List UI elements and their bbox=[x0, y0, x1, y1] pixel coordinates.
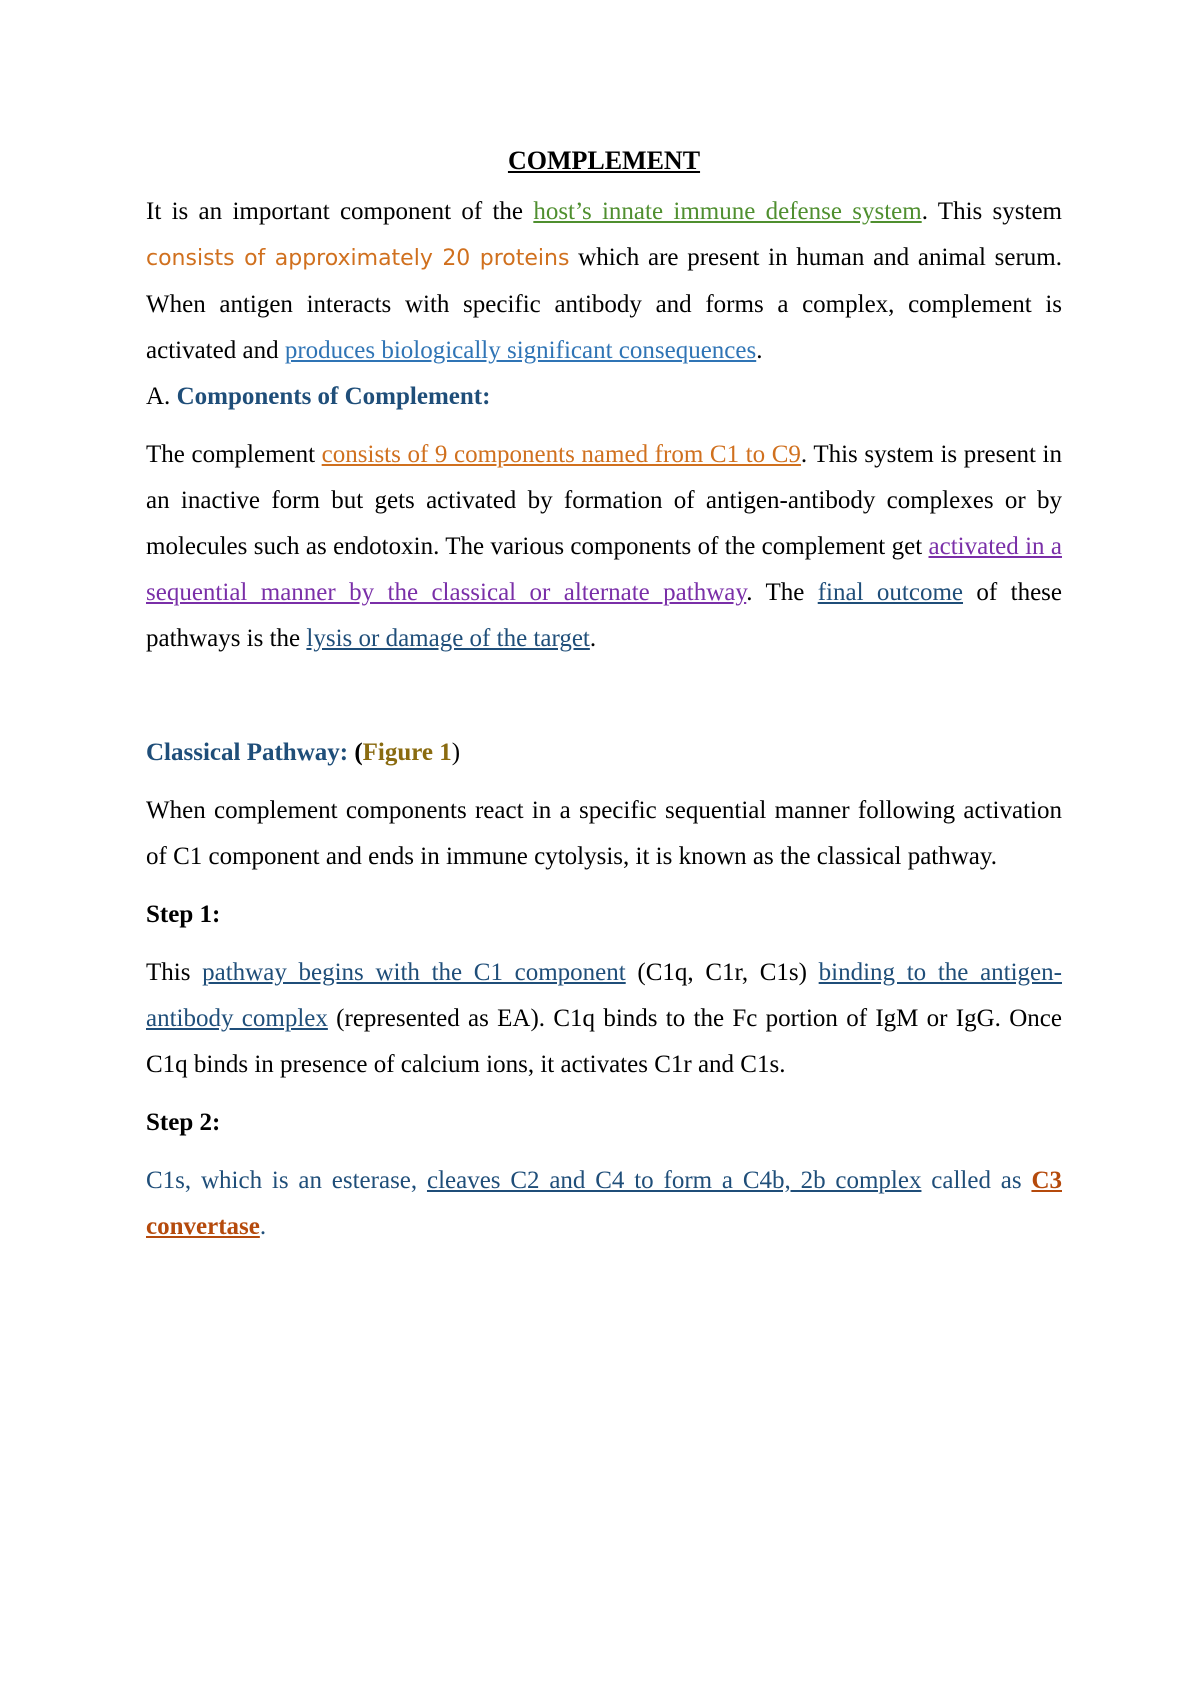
c3-convertase-link[interactable]: C3 convertase bbox=[146, 1167, 1062, 1240]
classical-pathway-paragraph: When complement components react in a specific sequential manner following activation of C1 component and ends in immune cytolysis, it is known as the classical pathway. bbox=[146, 797, 1062, 870]
sequential-activation-link[interactable]: activated in a sequential manner by the classical or alternate pathway bbox=[146, 533, 1062, 606]
classical-pathway-title: Classical Pathway: bbox=[146, 739, 349, 766]
step-1-text-2: (C1q, C1r, C1s) bbox=[625, 959, 819, 986]
section-a-title: Components of Complement: bbox=[176, 383, 491, 410]
section-a-paragraph bbox=[146, 432, 1062, 662]
step-2-text-3: . bbox=[259, 1213, 267, 1240]
step-1-label: Step 1: bbox=[146, 901, 221, 928]
section-a-text-3: . The bbox=[746, 579, 818, 606]
paren-open: ( bbox=[348, 739, 363, 766]
step-1-paragraph bbox=[146, 950, 1062, 1088]
section-a-text-4: of these pathways is the bbox=[146, 579, 1062, 652]
intro-text-2: . This system bbox=[921, 198, 1062, 225]
section-a-heading bbox=[146, 374, 1062, 420]
section-a-text-2: . This system is present in an inactive form but gets activated by formation of antigen-antibody complexes or by molecules such as endotoxin. The various components of the complement get bbox=[146, 441, 1062, 560]
innate-defense-link[interactable]: host’s innate immune defense system bbox=[533, 198, 922, 225]
proteins-highlight: consists of approximately 20 proteins bbox=[146, 246, 570, 271]
step-2-paragraph bbox=[146, 1158, 1062, 1250]
step-1-text-1: This bbox=[146, 959, 203, 986]
step-2-text-1: C1s, which is an esterase, bbox=[146, 1167, 427, 1194]
intro-paragraph bbox=[146, 189, 1062, 374]
antigen-antibody-link[interactable]: binding to the antigen-antibody complex bbox=[146, 959, 1062, 1032]
section-a-text-1: The complement bbox=[146, 441, 322, 468]
step-2-label: Step 2: bbox=[146, 1109, 221, 1136]
step-2-text-2: called as bbox=[921, 1167, 1032, 1194]
c1-component-link[interactable]: pathway begins with the C1 component bbox=[202, 959, 626, 986]
intro-text-1: It is an important component of the bbox=[146, 198, 534, 225]
section-a-prefix: A. bbox=[146, 383, 177, 410]
c4b2b-complex-link[interactable]: cleaves C2 and C4 to form a C4b, 2b complex bbox=[426, 1167, 922, 1194]
classical-pathway-heading bbox=[146, 730, 1062, 776]
paren-close: ) bbox=[451, 739, 461, 766]
figure-reference[interactable]: Figure 1 bbox=[362, 739, 452, 766]
lysis-target-link[interactable]: lysis or damage of the target bbox=[306, 625, 590, 652]
step-1-text-3: (represented as EA). C1q binds to the Fc portion of IgM or IgG. Once C1q binds in presence of calcium ions, it activates C1r and C1s. bbox=[146, 1005, 1062, 1078]
nine-components-link[interactable]: consists of 9 components named from C1 to C9 bbox=[321, 441, 801, 468]
intro-text-3: which are present in human and animal serum. When antigen interacts with specific antibody and forms a complex, complement is activated and bbox=[146, 244, 1062, 364]
final-outcome-link[interactable]: final outcome bbox=[817, 579, 964, 606]
intro-text-4: . bbox=[756, 337, 763, 364]
section-a-text-5: . bbox=[589, 625, 597, 652]
document-title: COMPLEMENT bbox=[507, 146, 701, 175]
consequences-link[interactable]: produces biologically significant consequences bbox=[284, 337, 757, 364]
